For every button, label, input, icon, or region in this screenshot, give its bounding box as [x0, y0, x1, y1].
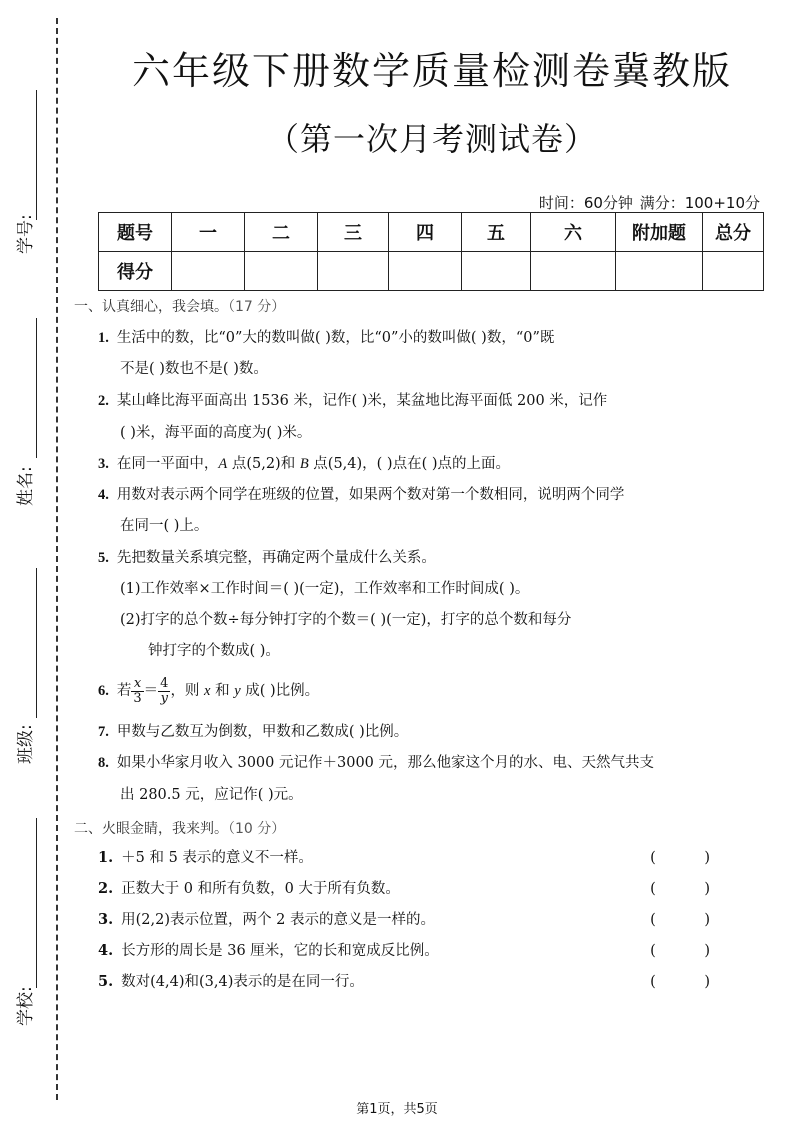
section-1-title: 一、认真细心，我会填。	[74, 299, 228, 315]
score-cell-3: 三	[318, 213, 389, 252]
question-text: ，则	[170, 683, 205, 699]
question-number: 3.	[98, 911, 114, 928]
section-1-points: （17 分）	[228, 299, 286, 315]
question-text: ＋5 和 5 表示的意义不一样。	[121, 850, 313, 866]
exam-full-score: 满分：100+10分	[639, 194, 760, 212]
answer-paren[interactable]: ( )	[650, 912, 732, 928]
question-number: 2.	[98, 880, 114, 897]
question-text: 在同一平面中，	[116, 456, 219, 472]
question-5-sub-2: (2)打字的总个数÷每分钟打字的个数＝( )(一定)，打字的总个数和每分	[120, 612, 572, 628]
section-1-heading	[74, 296, 285, 316]
question-5-sub-1: (1)工作效率×工作时间＝( )(一定)，工作效率和工作时间成( )。	[120, 581, 530, 597]
section-2-heading	[74, 818, 285, 838]
question-text: 若	[116, 683, 132, 699]
question-number: 1.	[98, 330, 109, 346]
question-text: 长方形的周长是 36 厘米，它的长和宽成反比例。	[121, 943, 439, 959]
answer-paren[interactable]: ( )	[650, 850, 732, 866]
question-text: 数对(4,4)和(3,4)表示的是在同一行。	[121, 974, 364, 990]
score-blank[interactable]	[389, 252, 462, 291]
question-8-cont: 出 280.5 元，应记作( )元。	[120, 787, 303, 803]
question-5-sub-2-cont: 钟打字的个数成( )。	[148, 643, 280, 659]
fraction-4-over-y: $\frac{4}{y}$	[160, 675, 169, 706]
question-text: 甲数与乙数互为倒数，甲数和乙数成( )比例。	[116, 724, 409, 740]
score-table	[98, 212, 764, 291]
point-b: B	[299, 456, 309, 472]
question-text: 用(2,2)表示位置，两个 2 表示的意义是一样的。	[121, 912, 435, 928]
question-2-cont: ( )米，海平面的高度为( )米。	[120, 425, 312, 441]
binding-dashed-line	[56, 18, 58, 1100]
school-line	[36, 818, 37, 988]
answer-paren[interactable]: ( )	[650, 943, 732, 959]
question-number: 8.	[98, 755, 109, 771]
question-text: 先把数量关系填完整，再确定两个量成什么关系。	[116, 550, 436, 566]
score-table-header-row	[99, 213, 764, 252]
question-number: 5.	[98, 550, 109, 566]
question-4	[98, 480, 738, 510]
score-cell-bonus: 附加题	[616, 213, 703, 252]
question-text: 生活中的数，比“0”大的数叫做( )数，比“0”小的数叫做( )数，“0”既	[116, 330, 555, 346]
score-blank[interactable]	[245, 252, 318, 291]
score-cell-1: 一	[172, 213, 245, 252]
question-1	[98, 323, 738, 353]
score-row-label: 得分	[99, 252, 172, 291]
student-id-label: 学号:	[16, 214, 36, 254]
question-2	[98, 386, 738, 416]
judge-item	[98, 843, 738, 873]
answer-paren[interactable]: ( )	[650, 974, 732, 990]
score-blank[interactable]	[616, 252, 703, 291]
score-blank[interactable]	[172, 252, 245, 291]
section-2-points: （10 分）	[228, 821, 286, 837]
student-id-line	[36, 90, 37, 220]
score-cell-6: 六	[531, 213, 616, 252]
question-8	[98, 748, 738, 778]
judge-item	[98, 936, 738, 966]
page-subtitle: （第一次月考测试卷）	[266, 120, 597, 158]
question-6	[98, 676, 738, 706]
question-text: 如果小华家月收入 3000 元记作＋3000 元，那么他家这个月的水、电、天然气共支	[116, 755, 655, 771]
fraction-x-over-3: $\frac{x}{3}$	[133, 675, 142, 706]
question-7	[98, 717, 738, 747]
question-text: 点(5,2)和	[227, 456, 300, 472]
equals-sign: ＝	[143, 683, 159, 699]
answer-paren[interactable]: ( )	[650, 881, 732, 897]
score-table-score-row	[99, 252, 764, 291]
score-blank[interactable]	[703, 252, 764, 291]
score-cell-label: 题号	[99, 213, 172, 252]
score-cell-total: 总分	[703, 213, 764, 252]
page-footer: 第1页，共5页	[356, 1102, 438, 1117]
score-cell-4: 四	[389, 213, 462, 252]
question-number: 5.	[98, 973, 114, 990]
judge-item	[98, 874, 738, 904]
question-text: 成( )比例。	[240, 683, 320, 699]
point-a: A	[218, 456, 228, 472]
question-text: 正数大于 0 和所有负数，0 大于所有负数。	[121, 881, 400, 897]
judge-item	[98, 905, 738, 935]
question-1-cont: 不是( )数也不是( )数。	[120, 361, 268, 377]
question-text: 点(5,4)，( )点在( )点的上面。	[308, 456, 511, 472]
question-5	[98, 543, 738, 573]
question-4-cont: 在同一( )上。	[120, 518, 209, 534]
school-label: 学校:	[16, 986, 36, 1026]
name-line	[36, 318, 37, 458]
score-blank[interactable]	[531, 252, 616, 291]
question-number: 7.	[98, 724, 109, 740]
question-number: 2.	[98, 393, 109, 409]
exam-time: 时间：60分钟	[538, 194, 633, 212]
var-x: x	[204, 683, 211, 699]
judge-item	[98, 967, 738, 997]
name-label: 姓名:	[16, 466, 36, 506]
question-number: 1.	[98, 849, 114, 866]
score-cell-2: 二	[245, 213, 318, 252]
question-text: 和	[210, 683, 235, 699]
question-3	[98, 449, 738, 479]
page-title: 六年级下册数学质量检测卷冀教版	[131, 49, 732, 93]
question-number: 4.	[98, 487, 109, 503]
exam-meta	[537, 192, 760, 213]
question-number: 4.	[98, 942, 114, 959]
question-number: 3.	[98, 456, 109, 472]
var-y: y	[234, 683, 241, 699]
score-cell-5: 五	[462, 213, 531, 252]
question-text: 某山峰比海平面高出 1536 米，记作( )米，某盆地比海平面低 200 米，记作	[116, 393, 608, 409]
score-blank[interactable]	[462, 252, 531, 291]
section-2-title: 二、火眼金睛，我来判。	[74, 821, 228, 837]
score-blank[interactable]	[318, 252, 389, 291]
class-label: 班级:	[16, 724, 36, 764]
question-text: 用数对表示两个同学在班级的位置，如果两个数对第一个数相同，说明两个同学	[116, 487, 625, 503]
class-line	[36, 568, 37, 718]
question-number: 6.	[98, 683, 109, 699]
